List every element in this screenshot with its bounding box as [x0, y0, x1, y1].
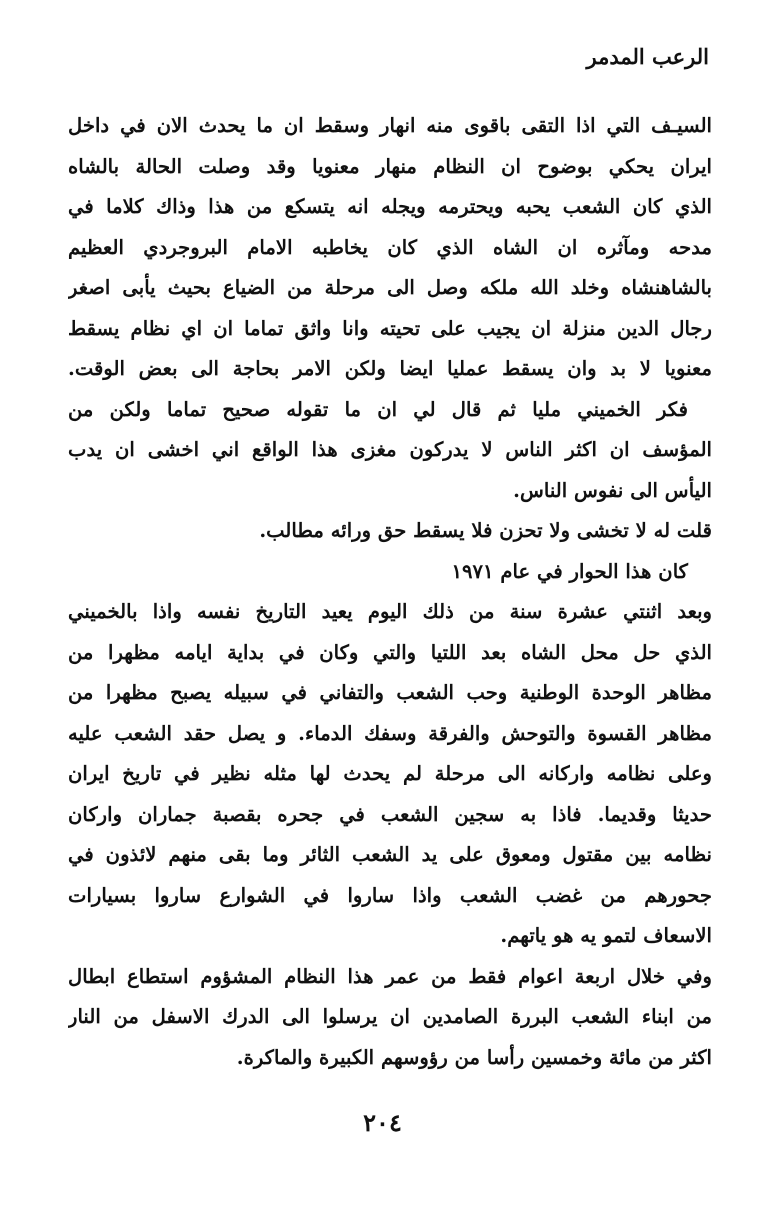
- text-line: معنويا لا بد وان يسقط عمليا ايضا ولكن الامر بحاجة الى بعض الوقت.: [68, 357, 712, 380]
- text-line: نظامه بين مقتول ومعوق على يد الشعب الثائر وما بقى منهم لائذون في: [68, 843, 712, 866]
- text-line: فكر الخميني مليا ثم قال لي ان ما تقوله صحيح تماما ولكن من: [68, 397, 688, 421]
- text-line: الذي كان الشعب يحبه ويحترمه ويجله انه يتسكع من هذا وذاك كلاما في: [68, 195, 712, 218]
- text-line: وعلى نظامه واركانه الى مرحلة لم يحدث لها مثله نظير في تاريخ ايران: [68, 762, 712, 785]
- text-line: الذي حل محل الشاه بعد اللتيا والتي وكان في بداية ايامه مظهرا من: [68, 640, 712, 664]
- text-line: المؤسف ان اكثر الناس لا يدركون مغزى هذا الواقع اني اخشى ان يدب: [68, 438, 712, 461]
- text-line: بالشاهنشاه وخلد الله ملكه وصل الى مرحلة من الضياع بحيث يأبى اصغر: [68, 276, 712, 299]
- text-line: مدحه ومآثره ان الشاه الذي كان يخاطبه الامام البروجردي العظيم: [68, 235, 712, 259]
- text-line: قلت له لا تخشى ولا تحزن فلا يسقط حق ورائه مطالب.: [259, 519, 712, 542]
- page-number: ٢٠٤: [363, 1108, 402, 1137]
- text-line: السيـف التي اذا التقى باقوى منه انهار وسقط ان ما يحدث الان في داخل: [68, 114, 712, 137]
- text-line: حديثا وقديما. فاذا به سجين الشعب في جحره بقصبة جماران واركان: [68, 802, 712, 826]
- text-line: رجال الدين منزلة ان يجيب على تحيته وانا واثق تماما ان اي نظام يسقط: [68, 316, 712, 340]
- body-text: [68, 106, 712, 1078]
- text-line: من ابناء الشعب البررة الصامدين ان يرسلوا الى الدرك الاسفل من النار: [68, 1005, 712, 1028]
- text-line: الاسعاف لتمو يه هو ياتهم.: [500, 924, 712, 947]
- text-line: جحورهم من غضب الشعب واذا ساروا في الشوارع ساروا بسيارات: [68, 883, 712, 907]
- text-line: وبعد اثنتي عشرة سنة من ذلك اليوم يعيد التاريخ نفسه واذا بالخميني: [68, 600, 712, 623]
- text-line: ايران يحكي بوضوح ان النظام منهار معنويا وقد وصلت الحالة بالشاه: [68, 154, 712, 178]
- text-line: اليأس الى نفوس الناس.: [513, 478, 712, 502]
- text-line: مظاهر القسوة والتوحش والفرقة وسفك الدماء. و يصل حقد الشعب عليه: [68, 721, 712, 745]
- running-header-title: الرعب المدمر: [586, 44, 709, 69]
- text-line: مظاهر الوحدة الوطنية وحب الشعب والتفاني في سبيله يصبح مظهرا من: [68, 681, 712, 704]
- text-line: وفي خلال اربعة اعوام فقط من عمر هذا النظام المشؤوم استطاع ابطال: [68, 964, 712, 988]
- text-line: اكثر من مائة وخمسين رأسا من رؤوسهم الكبيرة والماكرة.: [236, 1045, 712, 1069]
- text-line: كان هذا الحوار في عام ١٩٧١: [451, 559, 688, 583]
